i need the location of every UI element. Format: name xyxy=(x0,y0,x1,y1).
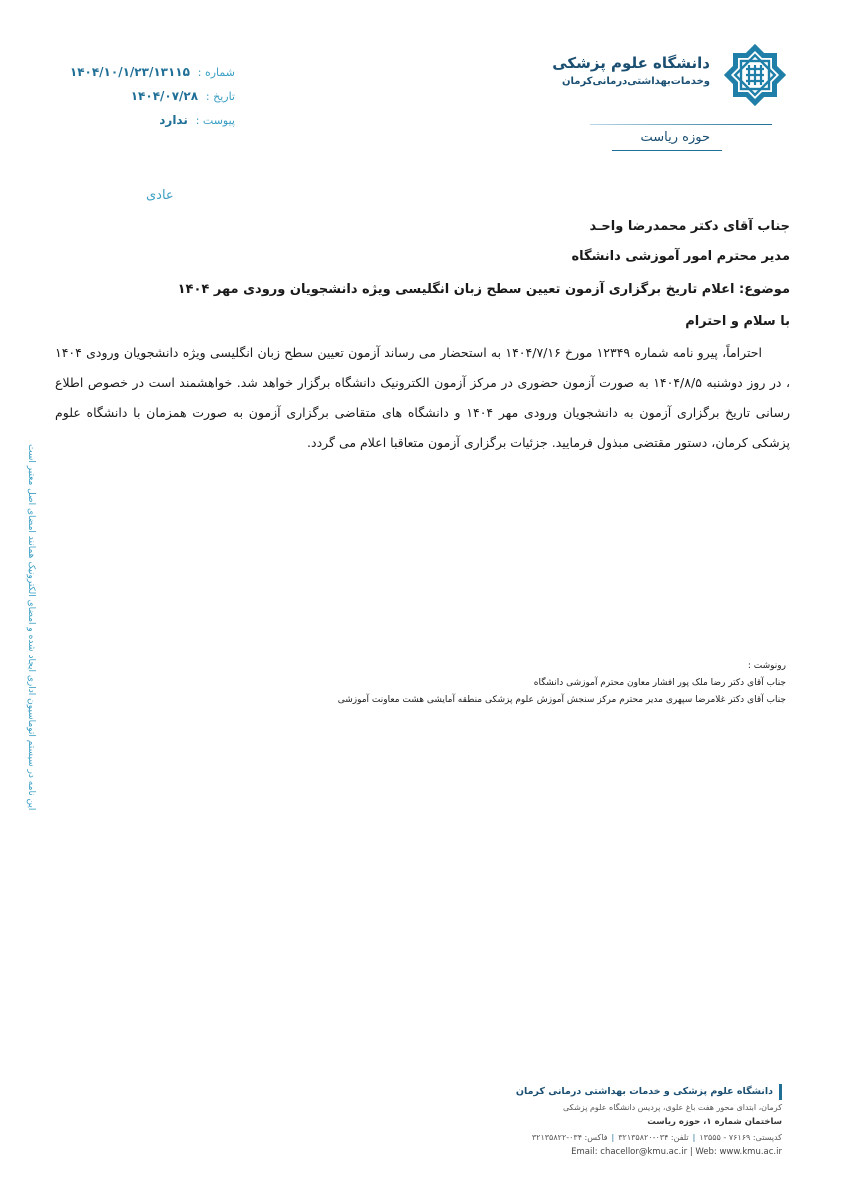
letter-date-value: ۱۴۰۴/۰۷/۲۸ xyxy=(130,89,199,103)
footer-postal: کدپستی: ۷۶۱۶۹ - ۱۳۵۵۵ xyxy=(699,1133,782,1142)
footer-fax: فاکس: ۰۳۴-۳۲۱۳۵۸۲۲ xyxy=(531,1133,608,1142)
footer-building: ساختمان شماره ۱، حوزه ریاست xyxy=(647,1117,782,1127)
letter-meta xyxy=(60,60,235,132)
addressee: جناب آقای دکتر محمدرضا واحـد xyxy=(589,219,790,234)
greeting: با سلام و احترام xyxy=(685,314,790,329)
footer-title: دانشگاه علوم پزشکی و خدمات بهداشتی درمانی کرمان xyxy=(362,1084,782,1100)
cc-line-2: جناب آقای دکتر غلامرضا سپهری مدیر محترم مرکز سنجش آموزش علوم پزشکی منطقه آمایشی هشت معاونت آموزشی xyxy=(337,695,786,705)
footer-address: کرمان، ابتدای محور هفت باغ علوی، پردیس دانشگاه علوم پزشکی xyxy=(563,1103,782,1112)
letter-subject: موضوع: اعلام تاریخ برگزاری آزمون تعیین سطح زبان انگلیسی ویژه دانشجویان ورودی مهر ۱۴۰۴ xyxy=(177,282,790,297)
letter-number-value: ۱۴۰۴/۱۰/۱/۲۳/۱۳۱۱۵ xyxy=(69,65,190,79)
cc-block xyxy=(286,658,786,709)
footer-phone: تلفن: ۰۳۴-۳۲۱۳۵۸۲۰ xyxy=(618,1133,689,1142)
department-name: حوزه ریاست xyxy=(640,130,710,145)
department-underline xyxy=(612,150,722,151)
letter-number-row xyxy=(60,60,235,84)
electronic-signature-note: این نامه در سیستم اتوماسیون اداری ایجاد شده و امضای الکترونیک همانند امضای اصل معتبر است xyxy=(26,443,36,810)
addressee-position: مدیر محترم امور آموزشی دانشگاه xyxy=(571,249,790,264)
letter-number-label: شماره : xyxy=(197,66,235,79)
letter-attachment-value: ندارد xyxy=(159,113,188,127)
logo-text xyxy=(490,52,710,90)
cc-label: رونوشت : xyxy=(747,661,786,671)
letter-attachment-label: پیوست : xyxy=(195,114,235,127)
footer-separator: | xyxy=(611,1133,615,1142)
footer-email-web: Email: chacellor@kmu.ac.ir | Web: www.kmu.ac.ir xyxy=(571,1147,782,1157)
university-subtitle: وخدمات‌بهداشتی‌درمانی‌کرمان xyxy=(561,76,710,87)
footer-separator: | xyxy=(692,1133,696,1142)
header-divider xyxy=(590,124,772,125)
letter-date-label: تاریخ : xyxy=(205,90,235,103)
footer xyxy=(362,1084,782,1159)
letter-attachment-row xyxy=(60,108,235,132)
classification-label: عادی xyxy=(146,188,174,203)
cc-line-1: جناب آقای دکتر رضا ملک پور افشار معاون محترم آموزشی دانشگاه xyxy=(533,678,786,688)
university-logo-icon xyxy=(722,42,788,108)
letter-body: احتراماً، پیرو نامه شماره ۱۲۳۴۹ مورخ ۱۴۰۴/۷/۱۶ به استحضار می رساند آزمون تعیین سطح زبان انگلیسی ویژه دانشجویان ورودی ۱۴۰۴ ، در روز دوشنبه ۱۴۰۴/۸/۵ به صورت آزمون حضوری در مرکز آزمون الکترونیک دانشگاه برگزار خواهد شد. خواهشمند است در خصوص اطلاع رسانی تاریخ برگزاری آزمون به دانشجویان ورودی مهر ۱۴۰۴ و دانشگاه های متقاضی برگزاری آزمون به صورت همزمان با دانشگاه علوم پزشکی کرمان، دستور مقتضی مبذول فرمایید. جزئیات برگزاری آزمون متعاقبا اعلام می گردد. xyxy=(55,345,790,450)
letter-date-row xyxy=(60,84,235,108)
university-name: دانشگاه علوم پزشکی xyxy=(552,54,710,72)
footer-contacts xyxy=(362,1130,782,1145)
